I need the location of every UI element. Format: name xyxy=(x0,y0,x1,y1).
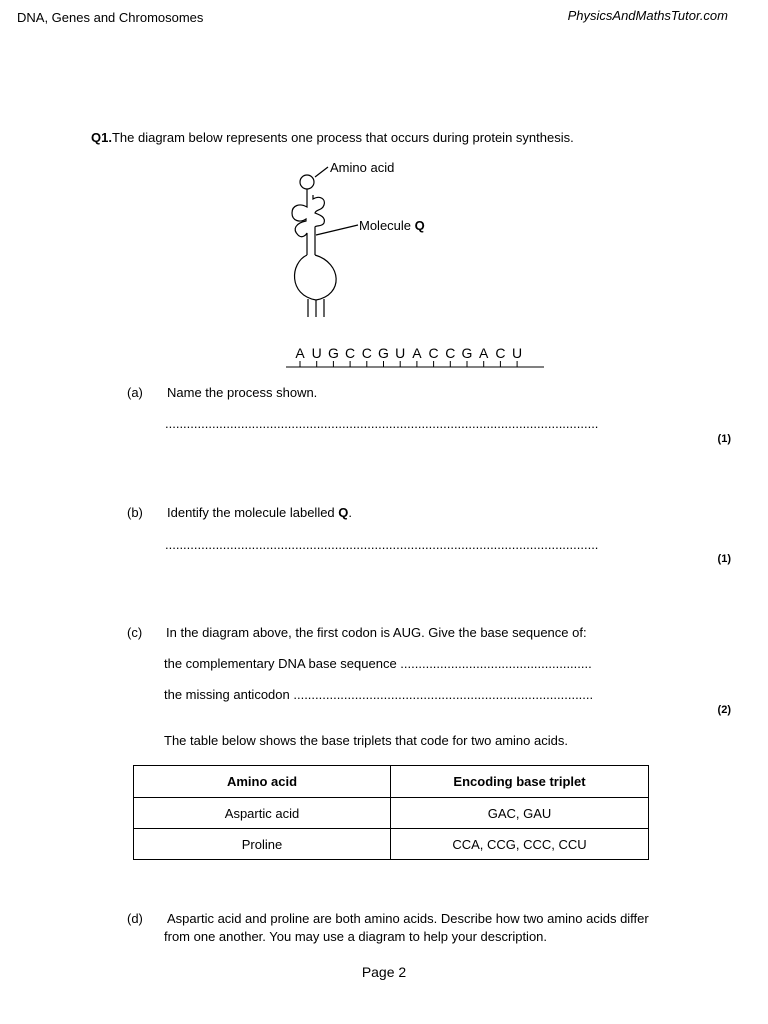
part-a-answer-line[interactable]: ........................................................................................................................ xyxy=(165,416,599,431)
question-intro xyxy=(91,130,574,145)
part-b-text: Identify the molecule labelled Q. xyxy=(167,505,353,520)
mrna-base: G xyxy=(461,345,473,361)
table-header-row xyxy=(134,766,649,798)
table-cell: Proline xyxy=(134,829,391,860)
table-cell: CCA, CCG, CCC, CCU xyxy=(391,829,649,860)
part-a-text: Name the process shown. xyxy=(167,385,318,400)
mrna-base: U xyxy=(311,345,322,361)
mrna-base: U xyxy=(512,345,523,361)
table-header-triplet: Encoding base triplet xyxy=(391,766,649,798)
table-header-amino-acid: Amino acid xyxy=(134,766,391,798)
part-c-anticodon-line[interactable]: the missing anticodon ................................................................................... xyxy=(164,687,594,702)
part-c-dna-line[interactable]: the complementary DNA base sequence ..................................................... xyxy=(164,656,592,671)
mrna-base: G xyxy=(327,345,339,361)
mrna-strand xyxy=(286,345,544,367)
part-d-label: (d) xyxy=(127,911,143,926)
trna-molecule xyxy=(292,167,358,317)
table-intro: The table below shows the base triplets that code for two amino acids. xyxy=(164,733,568,748)
mrna-base: G xyxy=(378,345,389,361)
part-a-marks: (1) xyxy=(717,433,731,445)
header-topic: DNA, Genes and Chromosomes xyxy=(17,10,204,25)
mrna-base: U xyxy=(395,345,406,361)
header-site: PhysicsAndMathsTutor.com xyxy=(567,8,728,23)
table-cell: Aspartic acid xyxy=(134,798,391,829)
mrna-base: C xyxy=(495,345,506,361)
table-row xyxy=(134,829,649,860)
question-text: The diagram below represents one process that occurs during protein synthesis. xyxy=(111,130,574,145)
table-cell: GAC, GAU xyxy=(391,798,649,829)
part-a-label: (a) xyxy=(127,385,143,400)
part-c-marks: (2) xyxy=(717,704,731,716)
page-number: Page 2 xyxy=(361,964,407,980)
molecule-q-label: Molecule Q xyxy=(359,218,425,233)
question-number: Q1. xyxy=(91,130,112,145)
part-b-marks: (1) xyxy=(717,553,731,565)
part-c-label: (c) xyxy=(127,625,143,640)
part-c-text: In the diagram above, the first codon is AUG. Give the base sequence of: xyxy=(166,625,587,640)
part-d-line2: from one another. You may use a diagram to help your description. xyxy=(164,929,548,944)
amino-acid-label: Amino acid xyxy=(330,160,395,175)
part-b-answer-line[interactable]: ........................................................................................................................ xyxy=(165,537,599,552)
amino-acid-circle xyxy=(300,175,314,189)
mrna-base: C xyxy=(361,345,372,361)
mrna-base: C xyxy=(445,345,456,361)
table-row xyxy=(134,798,649,829)
mrna-base: A xyxy=(479,345,489,361)
protein-synthesis-diagram xyxy=(270,155,560,375)
mrna-base: C xyxy=(428,345,439,361)
part-b-label: (b) xyxy=(127,505,143,520)
base-triplet-table xyxy=(133,765,649,860)
part-d-line1: Aspartic acid and proline are both amino acids. Describe how two amino acids differ xyxy=(167,911,649,926)
mrna-base: A xyxy=(412,345,422,361)
mrna-base: A xyxy=(295,345,305,361)
mrna-base: C xyxy=(345,345,356,361)
